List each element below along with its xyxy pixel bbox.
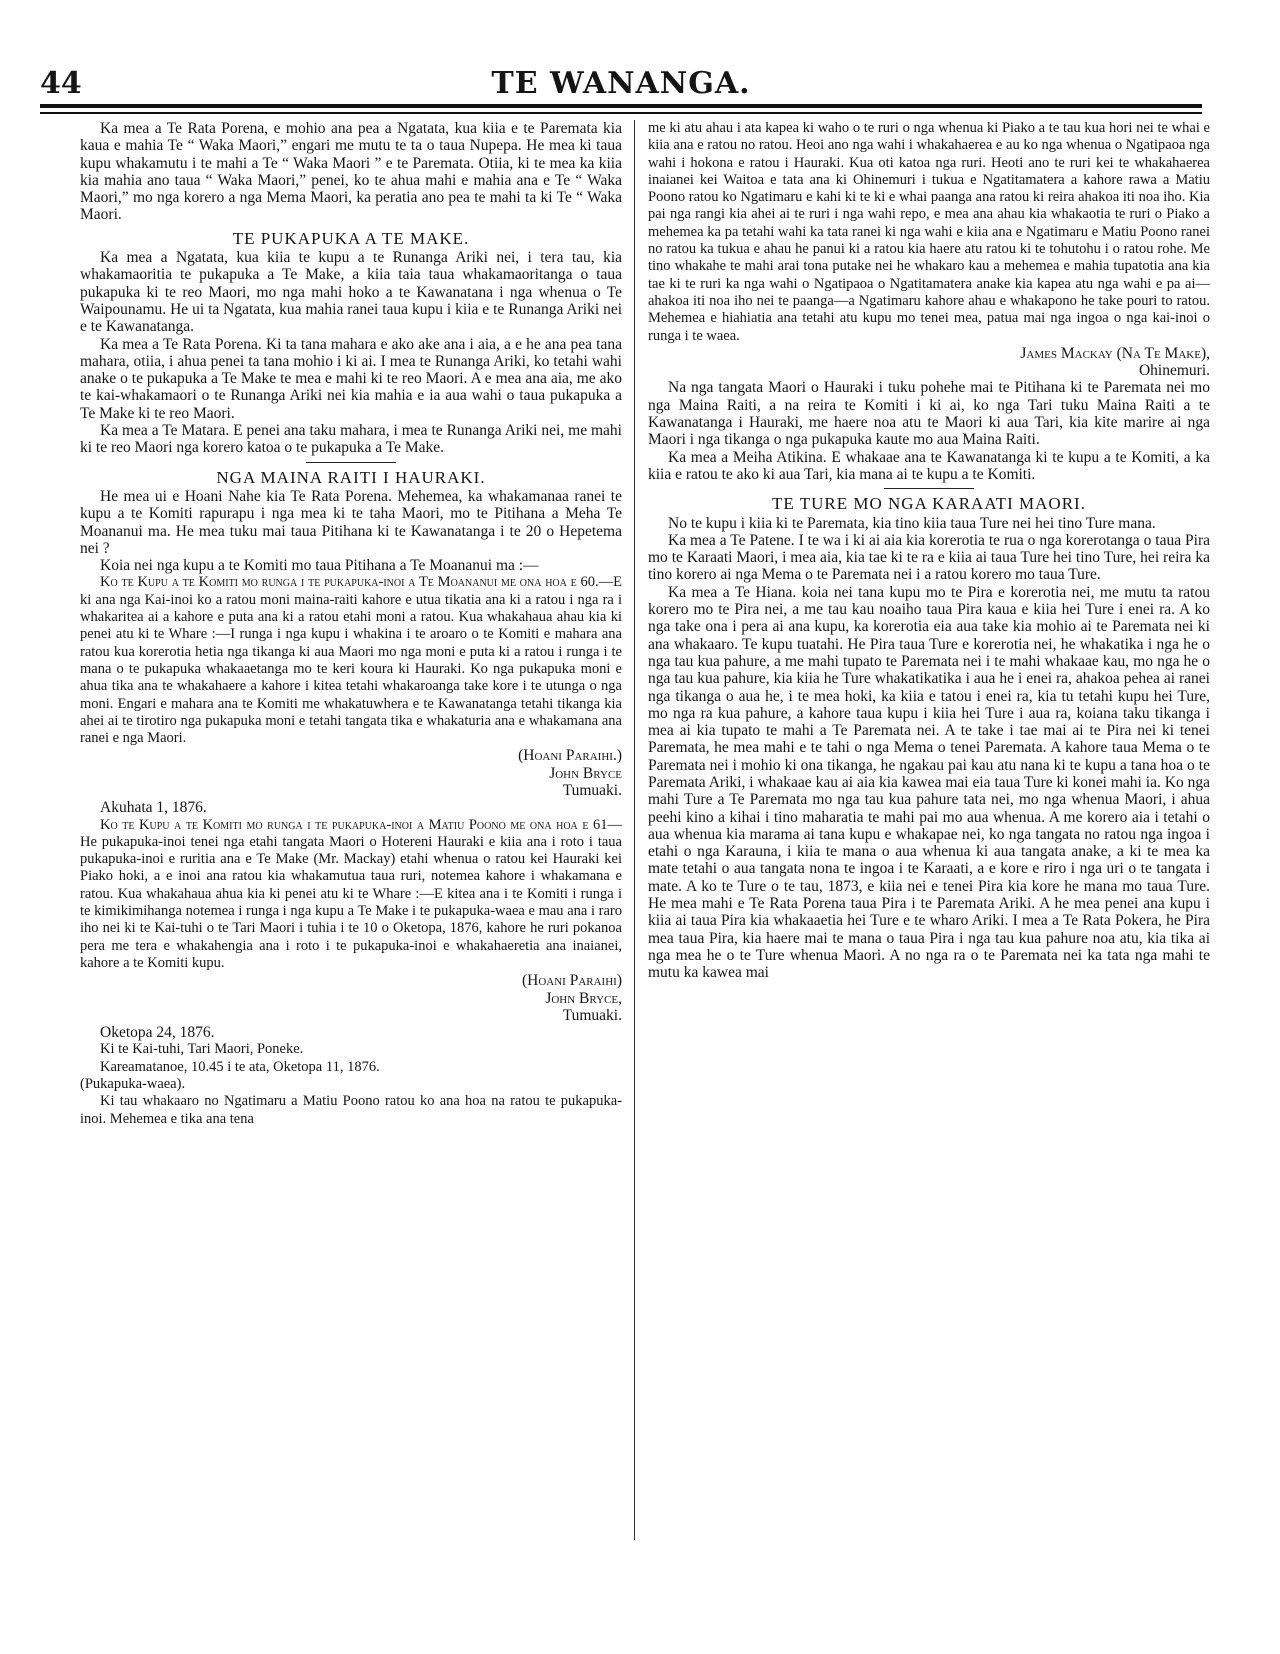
report-heading: Ko te Kupu a te Komiti mo runga i te pukapuka-inoi a Te Moananui me ona hoa e 60. [100, 574, 599, 591]
paragraph: He mea ui e Hoani Nahe kia Te Rata Porena. Mehemea, ka whakamanaa ranei te kupu a te Komiti rapurapu i nga mea ki te taha Maori, mo te Pitihana a Meha Te Moananui ma. He mea tuku mai taua Pitihana ki te Kawanatanga i te 20 o Hepetema nei ? [80, 487, 622, 557]
paragraph: No te kupu i kiia ki te Paremata, kia tino kiia taua Ture nei hei tino Ture mana. [668, 514, 1156, 532]
report-heading: Ko te Kupu a te Komiti mo runga i te pukapuka-inoi a Matiu Poono me ona hoa e 61 [100, 816, 608, 833]
signature: James Mackay (Na Te Make), [1020, 344, 1210, 362]
section-heading: NGA MAINA RAITI I HAURAKI. [216, 467, 486, 487]
paragraph: Ka mea a Te Matara. E penei ana taku mahara, i mea te Runanga Ariki nei, me mahi ki te reo Maori nga korero katoa o te pukapuka a Te Make. [80, 422, 622, 457]
header-rule-thin [40, 112, 1202, 114]
signature-title: Tumuaki. [562, 1006, 622, 1024]
paragraph: Ka mea a Ngatata, kua kiia te kupu a te Runanga Ariki nei, i tera tau, kia whakamaoritia te pukapuka a Te Make, a kiia taia taua whakamaoritanga o taua pukapuka ki te reo Maori, mo nga mahi hoko a te Kawanatana i nga whenua o Te Waipounamu. He ui ta Ngatata, kua mahia ranei taua kupu i kiia e te Runanga Ariki nei e te Kawanatanga. [80, 249, 622, 336]
signature: (Hoani Paraihi.) [518, 747, 622, 765]
committee-report [80, 817, 622, 973]
paragraph: Ka mea a Te Rata Porena, e mohio ana pea a Ngatata, kua kiia e te Paremata kia kaua e mahia Te “ Waka Maori,” engari me mutu te ta o taua Nupepa. He mea ki taua kupu whakamutu i te mahi a Te “ Waka Maori ” e te Paremata. Otiia, ki te mea ka kiia kia mahia ano taua “ Waka Maori,” penei, ko te ahua mahi e mahia ana e Te “ Waka Maori,” mo nga korero a nga Mema Maori, ka peratia ano pea te mahi ta ki Te “ Waka Maori. [80, 120, 622, 224]
dateline: Akuhata 1, 1876. [100, 799, 207, 817]
committee-report [80, 574, 622, 747]
page-title: TE WANANGA. [491, 66, 751, 101]
paragraph: Ka mea a Te Rata Porena. Ki ta tana mahara e ako ake ana i aia, a e he ana pea tana mahara, otiia, i ahua penei ta tana mohio i ki ai. I mea te Runanga Ariki, ko tetahi wahi anake o te pukapuka a Te Make te mea e mahi ki te reo Maori. A e mea ana aia, me ako te kai-whakamaori o te Runanga Ariki nei kia mahia e ia aua wahi o taua pukapuka a Te Make ki te reo Maori. [80, 335, 622, 422]
signature: John Bryce, [545, 989, 622, 1007]
paragraph: Na nga tangata Maori o Hauraki i tuku pohehe mai te Pitihana ki te Paremata nei mo nga Maina Raiti, a na reira te Komiti i ki ai, ko nga Tari tuku Maina Raiti a te Kawanatanga i Hauraki, me haere noa atu te Maori ki aua Tari, kia kite marire ai nga Maori i nga tikanga o nga pukapuka kaute mo aua Maina Raiti. [648, 379, 1210, 449]
telegram-label: (Pukapuka-waea). [80, 1076, 186, 1093]
paragraph: Ka mea a Meiha Atikina. E whakaae ana te Kawanatanga ki te kupu a te Komiti, a ka kiia e ratou te ako ki aua Tari, kia mana ai te kupu a te Komiti. [648, 448, 1210, 483]
signature-place: Ohinemuri. [1138, 362, 1210, 380]
paragraph: Ki tau whakaaro no Ngatimaru a Matiu Poono ratou ko ana hoa na ratou te pukapuka-inoi. Mehemea e tika ana tena [80, 1093, 622, 1127]
paragraph: Ka mea a Te Patene. I te wa i ki ai aia kia korerotia te rua o nga korerotanga o taua Pira mo te Karaati Maori, i mea aia, kia tae ki te ra e kiia ai taua Ture hei tino Ture, hei reira ka tino korero ai nga Mema o te Paremata nei i a ratou korero mo taua Ture. [648, 531, 1210, 584]
section-heading: TE PUKAPUKA A TE MAKE. [232, 228, 470, 248]
report-body: —E ki ana nga Kai-inoi ko a ratou moni maina-raiti kahore e utua tikatia ana ki a ratou i nga ra i whakaritea ai a kahore e puta ana ki a ratou etahi moni a ratou. Kua whakahaua ahau kia ki penei atu ki te Whare :—I runga i nga kupu i whakina i te aroaro o te Komiti e mahara ana ratou kua korerotia hetia nga tikanga ki aua Maori mo nga moni e puta ki a ratou i runga i te mana o te pukapuka whakaaetanga mo te keri koura ki Hauraki. Ko nga pukapuka moni e ahua tika ana te whakahaere a kahore i kitea tetahi whakaroanga take kore i te utunga o nga moni. Engari e mahara ana te Komiti me whakatuwhera e te Kawanatanga tetahi tikanga kia ahei ai te tirotiro nga pukapuka moni e tetahi tangata tika e whakaturia ana e whakamana ana ranei e nga Maori. [80, 574, 622, 747]
header-rule-thick [40, 104, 1202, 108]
left-column [80, 120, 622, 1128]
section-divider [884, 488, 974, 489]
report-body: —He pukapuka-inoi tenei nga etahi tangata Maori o Hotereni Hauraki e kiia ana i roto i taua pukapuka-inoi e ruritia ana e Te Make (Mr. Mackay) etahi whenua o ratou kei Hauraki kei Piako hoki, a e inoi ana ratou kia whakamutua taua ruri, notemea kahore i whakamana e ratou. Kua whakahaua ahua kia ki penei atu ki te Whare :—E kitea ana i te Komiti i runga i te kimikimihanga notemea i runga i nga kupu a Te Make i te pukapuka-waea e mau ana i raro iho nei ki te Kai-tuhi o te Tari Maori i tuhia i te 10 o Oketopa, 1876, kahore he ruri pokanoa pera me tera e whakahengia ana i roto i te pukapuka-inoi e whakahaeretia ana inaianei, kahore a te Komiti kupu. [80, 816, 622, 971]
section-heading: TE TURE MO NGA KARAATI MAORI. [772, 494, 1086, 514]
signature-title: Tumuaki. [562, 781, 622, 799]
page-header [40, 62, 1202, 101]
telegram-dateline: Kareamatanoe, 10.45 i te ata, Oketopa 11, 1876. [100, 1058, 380, 1075]
column-divider [634, 120, 635, 1540]
paragraph: me ki atu ahau i ata kapea ki waho o te ruri o nga whenua ki Piako a te tau kua hori nei te whai e kiia ana e ratou no ratou. Heoi ano nga wahi i whakahaerea e au ko nga whenua o Ngatipaoa nga wahi i hokona e ratou i Hauraki. Kua oti katoa nga ruri. Heoti ano te ruri kei te whakahaerea inaianei kei Waitoa e tata ana ki Ohinemuri i tukua e Ngatitamatera a kahore rawa a Matiu Poono ratou ko Ngatimaru e kahi ki te ki e whai paanga ana ratou ki reira ahakoa iti noa iho. Kia pai nga rangi kia ahei ai te ruri i nga wahi repo, e mea ana ahau kia whakaotia te ruri o Piako a mehemea ka pa tetahi wahi ka tata ranei ki nga wahi e kiia ana e Ngatimaru e Matiu Poono ranei no ratou ka tukua e ahau he panui ki a ratou kia haere atu ratou ki te tohutohu i o ratou rohe. Me tino whakahe te mahi arai tona putake nei he whakaro kau a mehemea e mahia tupatotia ana kia tae ki te ruri ka nga wahi o Ngatipaoa o Ngatitamatera anake kia kapea atu nga wahi e pa ai—ahakoa iti noa iho nei te paanga—a Ngatimaru kahore ahau e whakapono he take pouri to ratou. Mehemea e hiahiatia ana tetahi atu kupu mo tenei mea, patua mai nga ingoa o nga kai-inoi o runga i te waea. [648, 120, 1210, 344]
paragraph: Koia nei nga kupu a te Komiti mo taua Pitihana a Te Moananui ma :— [100, 557, 539, 575]
dateline: Oketopa 24, 1876. [100, 1024, 215, 1042]
page-number: 44 [40, 66, 82, 101]
paragraph: Ka mea a Te Hiana. koia nei tana kupu mo te Pira e korerotia nei, me mutu ta ratou korero mo te Pira nei, a me tau kau noaiho taua Pira kaua e kiia hei Ture i enei ra. A ko nga take ona i pera ai ana kupu, ka korerotia eia aua take kia mohio ai te Paremata nei ki ana whakaaro. Te kupu tuatahi. He Pira taua Ture e korerotia nei, he whakatika i nga he o nga tau kua pahure, a me mahi tupato te Paremata nei i te mahi whakaae kau, mo nga he o nga tau kua pahure, kia kiia he Ture whakatikatika i aua he i enei ra, ahakoa pehea ai ranei nga tikanga o aua he, i te mea hoki, ka kiia e tatou i enei ra, kia tu tetahi kupu hei Ture, mo nga ra kua pahure, a kahore taua kupu i kiia hei Ture i aua ra, koiana taku tikanga i mea ai kia tupato te mahi a Te Paremata nei. A te take i tae mai ai te Pira nei ki tenei Paremata, he mea mahi e te tahi o nga Mema o tenei Paremata. A kahore taua Mema o te Paremata nei i mohio ki ona tikanga, he ngakau pai kau atu nana ki te kupu a tana hoa o te Paremata Ariki, i whakaae kau ai aia kia kawea mai eia taua Ture ki konei mahi ia. Ko nga mahi Ture a Te Paremata mo nga tau kua pahure tata nei, mo nga whenua Maori, i ahua peehi kino a kihai i tino maharatia te mahi pai mo aua whenua. A me korero aia i tetahi o aua whenua kia marama ai tana kupu e whakapae nei, ko nga tangata no ratou nga ingoa i etahi o nga Karauna, i kiia te mana o aua whenua ki aua tangata anake, a ki te mea ka mate tetahi o aua tangata nona te ingoa i te Karaati, a e kore e riro i nga uri o te tangata i mate. A ko te Ture o te tau, 1873, e kiia nei e tenei Pira kia kore he mana mo taua Ture. He mea mahi e Te Rata Porena taua Pira i te Paremata Ariki. A he mea penei ana kupu i kiia ai taua Pira kia whakaaetia hei Ture e te wharo Ariki. I mea a Te Rata Pokera, he Pira mea taua Pira, kia haere mai te mana o taua Pira i nga tau kua pahure noa atu, kia tika ai nga mea he o te Ture whenua Maori. A no nga ra o te Paremata nei ka tata nga mahi te mutu ka kawea mai [648, 583, 1210, 982]
addressee: Ki te Kai-tuhi, Tari Maori, Poneke. [100, 1041, 304, 1058]
signature: (Hoani Paraihi) [521, 972, 622, 990]
signature: John Bryce [549, 764, 622, 782]
right-column [648, 120, 1210, 982]
section-divider [306, 462, 396, 463]
